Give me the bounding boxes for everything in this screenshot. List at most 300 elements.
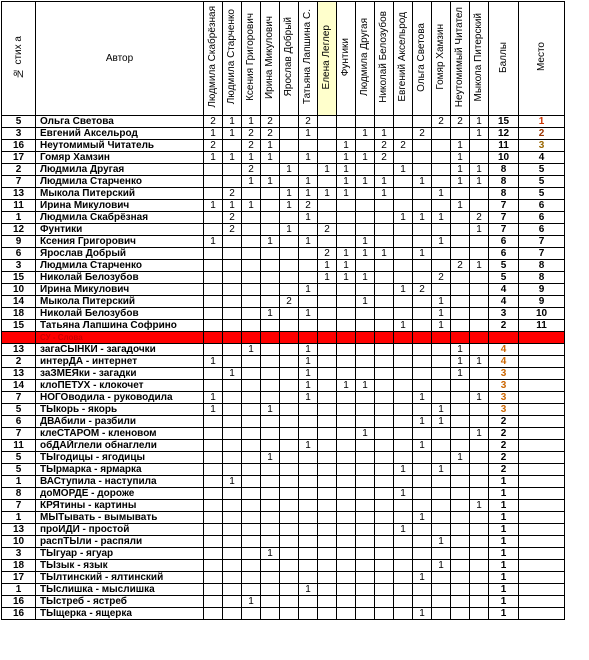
score-cell (261, 248, 280, 260)
score-cell: 1 (318, 260, 337, 272)
score-cell (280, 152, 299, 164)
score-cell (318, 524, 337, 536)
score-cell (470, 380, 489, 392)
score-cell: 1 (432, 416, 451, 428)
row-total: 3 (489, 308, 519, 320)
score-cell (451, 608, 470, 620)
score-cell: 1 (432, 560, 451, 572)
score-cell (318, 212, 337, 224)
score-cell (299, 608, 318, 620)
score-cell (432, 368, 451, 380)
score-cell (356, 224, 375, 236)
table-row (2, 140, 565, 152)
row-number: 6 (2, 248, 36, 260)
score-cell: 1 (356, 296, 375, 308)
table-row (2, 260, 565, 272)
row-author: Ирина Микулович (36, 200, 204, 212)
row-author: ВАСтупила - наступила (36, 476, 204, 488)
score-cell: 1 (280, 224, 299, 236)
score-cell (394, 452, 413, 464)
score-cell: 2 (299, 116, 318, 128)
row-total: 1 (489, 524, 519, 536)
score-cell (261, 428, 280, 440)
score-cell (432, 248, 451, 260)
score-cell (394, 188, 413, 200)
score-cell (470, 284, 489, 296)
row-total: 15 (489, 116, 519, 128)
score-cell: 1 (299, 188, 318, 200)
score-cell (432, 476, 451, 488)
header-judge (299, 2, 318, 116)
table-row (2, 212, 565, 224)
score-cell: 1 (299, 152, 318, 164)
row-author: ТЫгодицы - ягодицы (36, 452, 204, 464)
score-cell (413, 188, 432, 200)
score-cell (413, 476, 432, 488)
score-cell: 2 (375, 140, 394, 152)
score-cell (432, 428, 451, 440)
score-cell: 1 (337, 152, 356, 164)
row-total: 1 (489, 560, 519, 572)
score-cell: 1 (394, 464, 413, 476)
table-row (2, 560, 565, 572)
score-cell (451, 188, 470, 200)
score-cell (356, 356, 375, 368)
row-place: 7 (519, 248, 565, 260)
score-cell (356, 308, 375, 320)
score-cell (394, 548, 413, 560)
separator-cell (394, 332, 413, 344)
score-cell (261, 560, 280, 572)
score-cell (223, 572, 242, 584)
score-cell: 1 (413, 392, 432, 404)
score-cell (413, 116, 432, 128)
score-cell: 1 (204, 392, 223, 404)
header-judge-label: Фунтики (340, 37, 351, 77)
score-cell: 1 (337, 248, 356, 260)
score-cell (394, 572, 413, 584)
score-cell (318, 500, 337, 512)
score-cell (261, 260, 280, 272)
score-cell: 1 (204, 128, 223, 140)
score-cell (261, 392, 280, 404)
score-cell (242, 440, 261, 452)
score-cell (223, 248, 242, 260)
score-cell (470, 584, 489, 596)
score-cell (470, 320, 489, 332)
score-cell: 1 (470, 116, 489, 128)
score-cell (375, 416, 394, 428)
score-cell (413, 488, 432, 500)
score-cell (356, 524, 375, 536)
score-cell: 1 (451, 356, 470, 368)
score-cell (261, 464, 280, 476)
row-place: 2 (519, 128, 565, 140)
score-cell (432, 356, 451, 368)
row-total: 1 (489, 488, 519, 500)
score-cell (375, 272, 394, 284)
score-cell: 2 (299, 200, 318, 212)
row-place: 8 (519, 272, 565, 284)
score-cell (375, 584, 394, 596)
score-cell (223, 512, 242, 524)
score-cell (413, 344, 432, 356)
score-cell: 1 (261, 548, 280, 560)
score-cell (280, 440, 299, 452)
row-place (519, 584, 565, 596)
score-cell (204, 308, 223, 320)
score-cell (470, 200, 489, 212)
score-cell (223, 584, 242, 596)
separator-cell (299, 332, 318, 344)
score-cell (451, 212, 470, 224)
score-cell (299, 404, 318, 416)
score-cell (242, 296, 261, 308)
row-place (519, 476, 565, 488)
score-cell: 1 (242, 596, 261, 608)
row-number: 18 (2, 308, 36, 320)
score-cell: 1 (242, 200, 261, 212)
row-total: 1 (489, 608, 519, 620)
score-cell: 2 (470, 212, 489, 224)
separator-cell (375, 332, 394, 344)
score-cell (356, 140, 375, 152)
score-cell (413, 548, 432, 560)
score-cell: 1 (356, 380, 375, 392)
score-cell: 1 (261, 404, 280, 416)
score-cell (337, 308, 356, 320)
score-cell: 1 (299, 440, 318, 452)
score-cell (280, 560, 299, 572)
table-row (2, 440, 565, 452)
score-cell (318, 368, 337, 380)
header-num (2, 2, 36, 116)
table-row (2, 596, 565, 608)
score-cell (375, 524, 394, 536)
score-cell (432, 500, 451, 512)
score-cell: 1 (204, 404, 223, 416)
row-place (519, 368, 565, 380)
score-cell (394, 368, 413, 380)
score-cell (318, 476, 337, 488)
score-cell (204, 584, 223, 596)
row-total: 1 (489, 584, 519, 596)
row-place: 5 (519, 188, 565, 200)
score-cell (261, 164, 280, 176)
row-place: 10 (519, 308, 565, 320)
score-cell (375, 572, 394, 584)
score-cell (375, 296, 394, 308)
table-row (2, 404, 565, 416)
score-cell (261, 488, 280, 500)
score-cell (280, 128, 299, 140)
score-cell (394, 116, 413, 128)
row-number: 13 (2, 344, 36, 356)
score-cell (451, 512, 470, 524)
score-cell (280, 140, 299, 152)
separator-cell (204, 332, 223, 344)
score-cell: 1 (356, 272, 375, 284)
score-cell: 1 (413, 248, 432, 260)
score-cell (413, 296, 432, 308)
row-total: 7 (489, 212, 519, 224)
row-place: 6 (519, 200, 565, 212)
score-cell (337, 404, 356, 416)
score-cell (451, 476, 470, 488)
table-row (2, 476, 565, 488)
score-cell: 1 (394, 212, 413, 224)
score-cell (413, 500, 432, 512)
row-number: 7 (2, 176, 36, 188)
score-cell (280, 212, 299, 224)
row-author: обДАЙглели обнаглели (36, 440, 204, 452)
score-cell (318, 140, 337, 152)
score-cell (223, 320, 242, 332)
score-cell: 2 (223, 212, 242, 224)
score-cell (280, 308, 299, 320)
score-cell (470, 440, 489, 452)
score-cell: 2 (280, 296, 299, 308)
score-cell (356, 464, 375, 476)
score-cell (223, 284, 242, 296)
score-cell (375, 116, 394, 128)
score-cell (242, 608, 261, 620)
score-cell (242, 488, 261, 500)
score-cell (299, 464, 318, 476)
row-number: 3 (2, 548, 36, 560)
score-cell (223, 488, 242, 500)
score-cell: 2 (413, 128, 432, 140)
score-cell (394, 476, 413, 488)
score-cell: 1 (432, 464, 451, 476)
row-number: 13 (2, 524, 36, 536)
score-cell (413, 596, 432, 608)
table-row (2, 428, 565, 440)
score-cell (318, 404, 337, 416)
row-total: 4 (489, 284, 519, 296)
score-cell: 1 (299, 284, 318, 296)
separator-cell (261, 332, 280, 344)
score-cell (242, 584, 261, 596)
header-judge (204, 2, 223, 116)
row-number: 11 (2, 200, 36, 212)
row-author: ТЫстреб - ястреб (36, 596, 204, 608)
score-cell (470, 608, 489, 620)
score-cell (413, 524, 432, 536)
score-cell (413, 452, 432, 464)
score-cell: 1 (432, 308, 451, 320)
row-number: 5 (2, 116, 36, 128)
score-cell (318, 416, 337, 428)
score-cell (204, 176, 223, 188)
row-place: 7 (519, 236, 565, 248)
score-cell (223, 140, 242, 152)
score-cell (432, 548, 451, 560)
score-cell (337, 236, 356, 248)
score-cell (337, 500, 356, 512)
score-cell (375, 200, 394, 212)
score-cell (261, 500, 280, 512)
row-author: Ольга Светова (36, 116, 204, 128)
score-cell (261, 596, 280, 608)
score-cell (318, 176, 337, 188)
header-judge-label: Николай Белозубов (378, 11, 389, 103)
score-cell (261, 368, 280, 380)
table-row (2, 164, 565, 176)
score-cell (394, 584, 413, 596)
score-cell (337, 368, 356, 380)
score-cell (413, 320, 432, 332)
score-cell: 1 (470, 176, 489, 188)
score-cell (261, 320, 280, 332)
row-place (519, 548, 565, 560)
score-cell (299, 248, 318, 260)
score-cell: 1 (299, 380, 318, 392)
score-cell (451, 272, 470, 284)
score-cell: 1 (280, 188, 299, 200)
separator-cell (432, 332, 451, 344)
score-cell (375, 164, 394, 176)
score-cell (280, 404, 299, 416)
score-cell (413, 308, 432, 320)
score-cell (451, 572, 470, 584)
score-cell (470, 236, 489, 248)
score-cell (394, 236, 413, 248)
separator-cell (318, 332, 337, 344)
score-cell (337, 128, 356, 140)
score-cell (432, 152, 451, 164)
row-total: 7 (489, 200, 519, 212)
row-author: клоПЕТУХ - клокочет (36, 380, 204, 392)
row-total: 2 (489, 464, 519, 476)
score-cell (318, 572, 337, 584)
header-author (36, 2, 204, 116)
score-cell (318, 536, 337, 548)
score-cell (394, 356, 413, 368)
score-cell (204, 188, 223, 200)
score-cell (394, 440, 413, 452)
row-place: 5 (519, 164, 565, 176)
score-cell (223, 500, 242, 512)
score-cell (318, 488, 337, 500)
score-cell (413, 200, 432, 212)
row-author: клеСТАРОМ - кленовом (36, 428, 204, 440)
header-total (489, 2, 519, 116)
score-cell (223, 356, 242, 368)
score-cell: 1 (204, 200, 223, 212)
score-cell (280, 524, 299, 536)
row-total: 1 (489, 572, 519, 584)
score-cell (204, 212, 223, 224)
score-cell (375, 536, 394, 548)
score-cell: 2 (394, 140, 413, 152)
score-cell (242, 284, 261, 296)
row-number: 1 (2, 212, 36, 224)
score-cell (432, 392, 451, 404)
separator-cell (223, 332, 242, 344)
score-cell (280, 356, 299, 368)
score-cell (223, 428, 242, 440)
score-cell (394, 272, 413, 284)
score-cell (451, 428, 470, 440)
row-number: 13 (2, 368, 36, 380)
table-row (2, 500, 565, 512)
score-cell (223, 296, 242, 308)
score-cell (261, 296, 280, 308)
score-cell (261, 512, 280, 524)
row-number: 5 (2, 452, 36, 464)
row-total: 1 (489, 548, 519, 560)
score-cell (451, 224, 470, 236)
score-cell (413, 464, 432, 476)
score-cell (204, 296, 223, 308)
score-cell (280, 116, 299, 128)
row-number: 17 (2, 572, 36, 584)
row-author: ТЫкорь - якорь (36, 404, 204, 416)
table-row (2, 392, 565, 404)
score-cell (223, 308, 242, 320)
row-total: 2 (489, 440, 519, 452)
score-cell (318, 464, 337, 476)
score-cell (280, 452, 299, 464)
row-place (519, 452, 565, 464)
score-cell (299, 560, 318, 572)
table-row (2, 116, 565, 128)
score-cell (242, 368, 261, 380)
score-cell (242, 188, 261, 200)
separator-cell (470, 332, 489, 344)
score-cell: 1 (356, 128, 375, 140)
score-cell (375, 368, 394, 380)
score-cell: 1 (413, 512, 432, 524)
score-cell (261, 572, 280, 584)
score-cell (432, 488, 451, 500)
score-cell (451, 416, 470, 428)
score-cell (242, 572, 261, 584)
row-number: 5 (2, 464, 36, 476)
score-cell (223, 176, 242, 188)
header-judge-label: Мыкола Питерский (473, 12, 484, 102)
score-cell (375, 608, 394, 620)
score-cell: 2 (318, 248, 337, 260)
score-cell: 1 (337, 164, 356, 176)
score-cell (413, 236, 432, 248)
score-cell: 1 (261, 236, 280, 248)
score-cell (337, 476, 356, 488)
score-cell (394, 224, 413, 236)
score-cell (299, 596, 318, 608)
score-cell (375, 392, 394, 404)
score-cell (432, 584, 451, 596)
score-cell: 1 (451, 344, 470, 356)
score-cell (470, 536, 489, 548)
score-cell (432, 596, 451, 608)
score-cell (223, 608, 242, 620)
row-number: 8 (2, 488, 36, 500)
row-author: Ирина Микулович (36, 284, 204, 296)
table-row (2, 308, 565, 320)
score-cell (470, 452, 489, 464)
score-cell (280, 608, 299, 620)
row-total: 7 (489, 224, 519, 236)
score-cell (432, 452, 451, 464)
score-cell (470, 488, 489, 500)
score-cell (337, 356, 356, 368)
score-cell (223, 392, 242, 404)
row-total: 6 (489, 236, 519, 248)
score-cell (223, 452, 242, 464)
row-author: ТЫгуар - ягуар (36, 548, 204, 560)
